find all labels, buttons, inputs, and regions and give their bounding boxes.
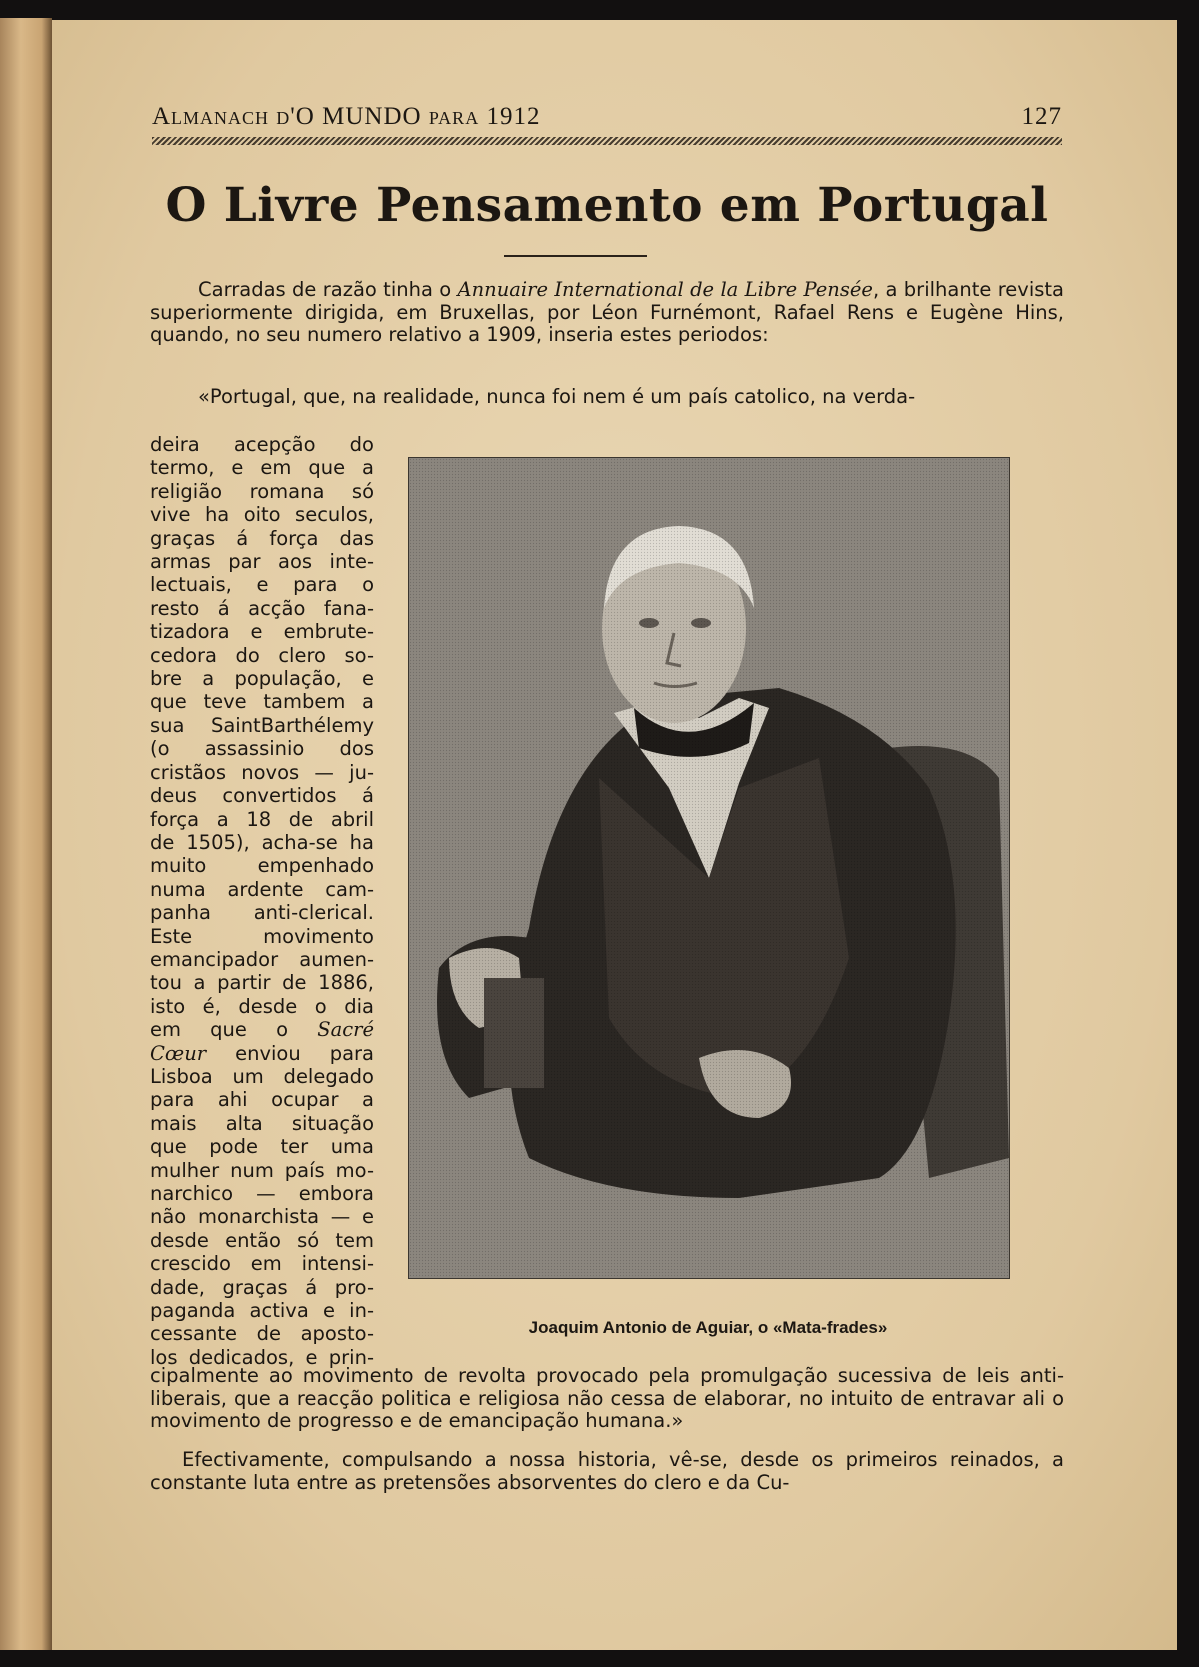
quote-column-line: para ahi ocupar a [150,1088,374,1112]
quote-column-line: desde então só tem [150,1228,374,1252]
closing-paragraph: Efectivamente, compulsando a nossa historia, vê-se, desde os primeiros reinados, a constante luta entre as pretensões absorventes do clero e da Cu- [150,1448,1064,1494]
page-number: 127 [1021,103,1062,130]
title-rule [504,255,647,257]
quote-column-line: dade, graças á pro- [150,1275,374,1299]
quote-column-line: bre a população, e [150,667,374,691]
quote-ending: cipalmente ao movimento de revolta provocado pela promulgação sucessiva de leis anti-liberais, que a reacção politica e religiosa não cessa de elaborar, no intuito de entravar ali o movimento de progresso e de emancipação humana.» [150,1364,1064,1432]
quote-column-line: isto é, desde o dia [150,994,374,1018]
quote-column-line: tou a partir de 1886, [150,971,374,995]
portrait-photo [408,457,1010,1279]
quote-column-line: Cœur enviou para [150,1041,374,1065]
quote-column-line: muito empenhado [150,854,374,878]
journal-name: Annuaire International de la Libre Pensée [457,278,873,301]
running-header [152,103,1062,131]
quote-column-line: deus convertidos á [150,784,374,808]
portrait-caption: Joaquim Antonio de Aguiar, o «Mata-frades» [528,1318,888,1337]
quote-column-line: cedora do clero so- [150,643,374,667]
quote-column-line: mulher num país mo- [150,1158,374,1182]
article-title: O Livre Pensamento em Portugal [165,178,1049,233]
quote-column-line: que teve tambem a [150,690,374,714]
intro-paragraph: Carradas de razão tinha o Annuaire International de la Libre Pensée, a brilhante revista superiormente dirigida, em Bruxellas, por Léon Furnémont, Rafael Rens e Eugène Hins, quando, no seu numero relativo a 1909, inseria estes periodos: [150,278,1064,346]
quote-column-line: narchico — embora [150,1182,374,1205]
quote-column-line: em que o Sacré [150,1018,374,1042]
header-mundo: MUNDO [322,103,422,130]
quote-column-line: graças á força das [150,526,374,550]
quote-column-line: que pode ter uma [150,1135,374,1159]
quote-column-line: sua SaintBarthélemy [150,713,374,737]
quote-column-line: Lisboa um delegado [150,1064,374,1088]
quote-column-line: tizadora e embrute- [150,620,374,644]
quote-column-line: cessante de aposto- [150,1322,374,1346]
header-almanach: Almanach d'O [152,103,315,130]
book-page [52,20,1177,1650]
quote-column-line: mais alta situação [150,1111,374,1135]
left-page-edge [0,18,52,1650]
quote-column-line: não monarchista — e [150,1205,374,1229]
quote-column-line: numa ardente cam- [150,877,374,901]
header-title [152,103,540,131]
quote-column-line: cristãos novos — ju- [150,760,374,784]
quote-first-line: «Portugal, que, na realidade, nunca foi nem é um país catolico, na verda- [198,385,916,408]
quote-column-line: lectuais, e para o [150,573,374,597]
quote-column-line: deira acepção do [150,433,374,456]
header-rule [152,137,1062,145]
quote-column-line: religião romana só [150,479,374,503]
quote-column-line: resto á acção fana- [150,596,374,620]
quote-column-line: (o assassinio dos [150,737,374,761]
quote-column-line: panha anti-clerical. [150,901,374,925]
header-year: 1912 [486,103,541,130]
quote-column-line: crescido em intensi- [150,1252,374,1276]
quote-column-line: Este movimento [150,924,374,948]
quote-column-line: los dedicados, e prin- [150,1345,374,1369]
sacre-italic: Sacré [317,1018,374,1042]
quote-column-line: força a 18 de abril [150,807,374,831]
coeur-italic: Cœur [150,1041,207,1065]
quote-column-line: termo, e em que a [150,456,374,480]
portrait-illustration [409,458,1009,1278]
quote-column-line: de 1505), acha-se ha [150,830,374,854]
quote-column-line: emancipador aumen- [150,947,374,971]
quote-column [150,433,374,1369]
header-para: para [428,103,480,130]
quote-column-line: paganda activa e in- [150,1299,374,1323]
quote-column-line: armas par aos inte- [150,550,374,574]
quote-column-line: vive ha oito seculos, [150,503,374,527]
